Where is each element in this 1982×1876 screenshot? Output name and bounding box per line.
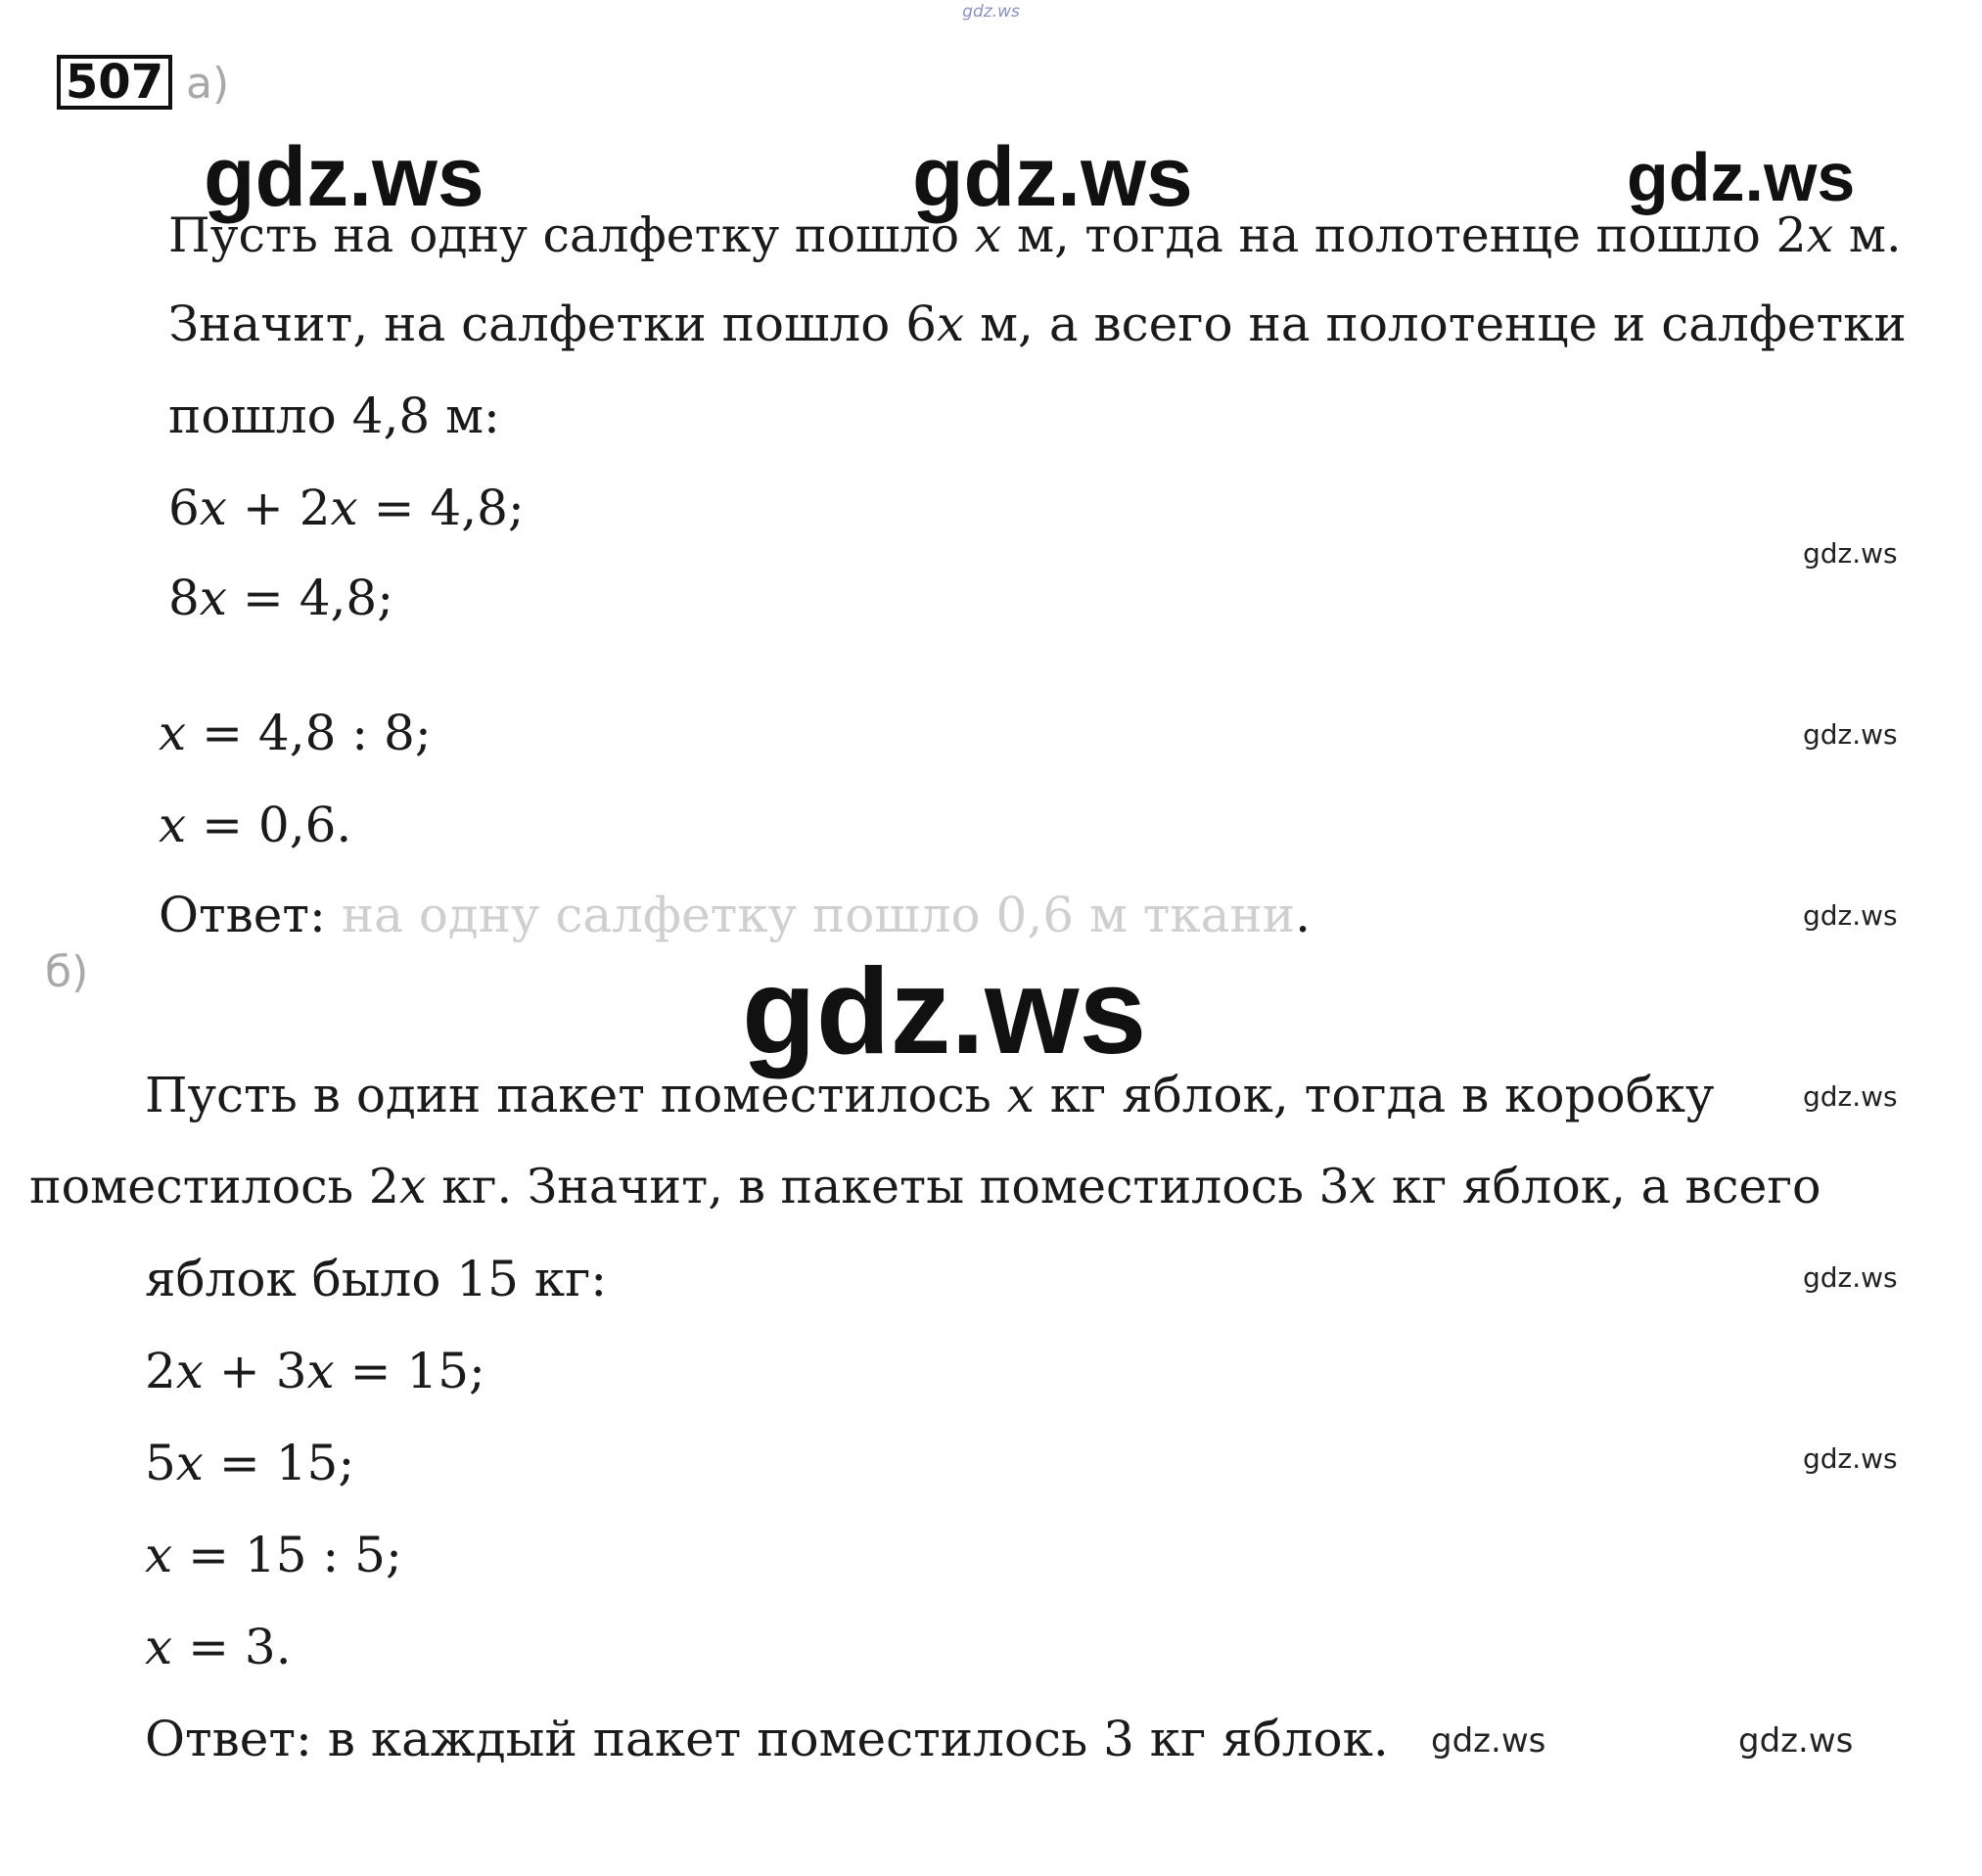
watermark-side-3: gdz.ws [1803, 899, 1898, 932]
part-b-eq-3: 𝑥 = 15 : 5; [145, 1527, 402, 1583]
part-b-label: б) [45, 947, 89, 997]
part-a-line-2: Значит, на салфетки пошло 6𝑥 м, а всего на полотенце и салфетки [168, 296, 1907, 352]
part-a-answer-ghost: на одну салфетку пошло 0,6 м ткани [325, 887, 1296, 943]
part-a-eq-1: 6𝑥 + 2𝑥 = 4,8; [168, 480, 525, 536]
part-b-line-3: яблок было 15 кг: [145, 1251, 608, 1307]
part-a-eq-3: 𝑥 = 4,8 : 8; [159, 705, 432, 761]
watermark-side-6: gdz.ws [1803, 1442, 1898, 1475]
part-a-line-1: Пусть на одну салфетку пошло 𝑥 м, тогда на полотенце пошло 2𝑥 м. [168, 207, 1902, 263]
part-b-eq-2: 5𝑥 = 15; [145, 1435, 355, 1491]
watermark-top: gdz.ws [962, 2, 1020, 22]
watermark-side-5: gdz.ws [1803, 1261, 1898, 1294]
watermark-side-1: gdz.ws [1803, 537, 1898, 570]
part-b-line-2: поместилось 2𝑥 кг. Значит, в пакеты поместилось 3𝑥 кг яблок, а всего [29, 1159, 1821, 1214]
part-a-answer [159, 887, 1312, 943]
watermark-bottom-1: gdz.ws [1431, 1721, 1546, 1761]
part-a-line-3: пошло 4,8 м: [168, 388, 500, 444]
watermark-large-1: gdz.ws [204, 130, 484, 224]
watermark-bottom-2: gdz.ws [1738, 1721, 1854, 1761]
watermark-large-3: gdz.ws [1627, 139, 1856, 215]
watermark-large-2: gdz.ws [912, 130, 1193, 224]
task-number: 507 [57, 55, 172, 110]
part-b-line-1: Пусть в один пакет поместилось 𝑥 кг яблок, тогда в коробку [145, 1067, 1715, 1123]
watermark-center: gdz.ws [742, 944, 1147, 1079]
part-a-label: а) [186, 59, 230, 109]
part-a-answer-end: . [1295, 887, 1312, 943]
part-b-eq-1: 2𝑥 + 3𝑥 = 15; [145, 1343, 485, 1399]
part-a-answer-prefix: Ответ: [159, 887, 326, 943]
part-b-answer: Ответ: в каждый пакет поместилось 3 кг яблок. [145, 1711, 1389, 1767]
part-a-eq-2: 8𝑥 = 4,8; [168, 570, 394, 626]
part-a-eq-4: 𝑥 = 0,6. [159, 797, 352, 853]
watermark-side-4: gdz.ws [1803, 1080, 1898, 1113]
part-b-eq-4: 𝑥 = 3. [145, 1619, 292, 1675]
watermark-side-2: gdz.ws [1803, 718, 1898, 751]
